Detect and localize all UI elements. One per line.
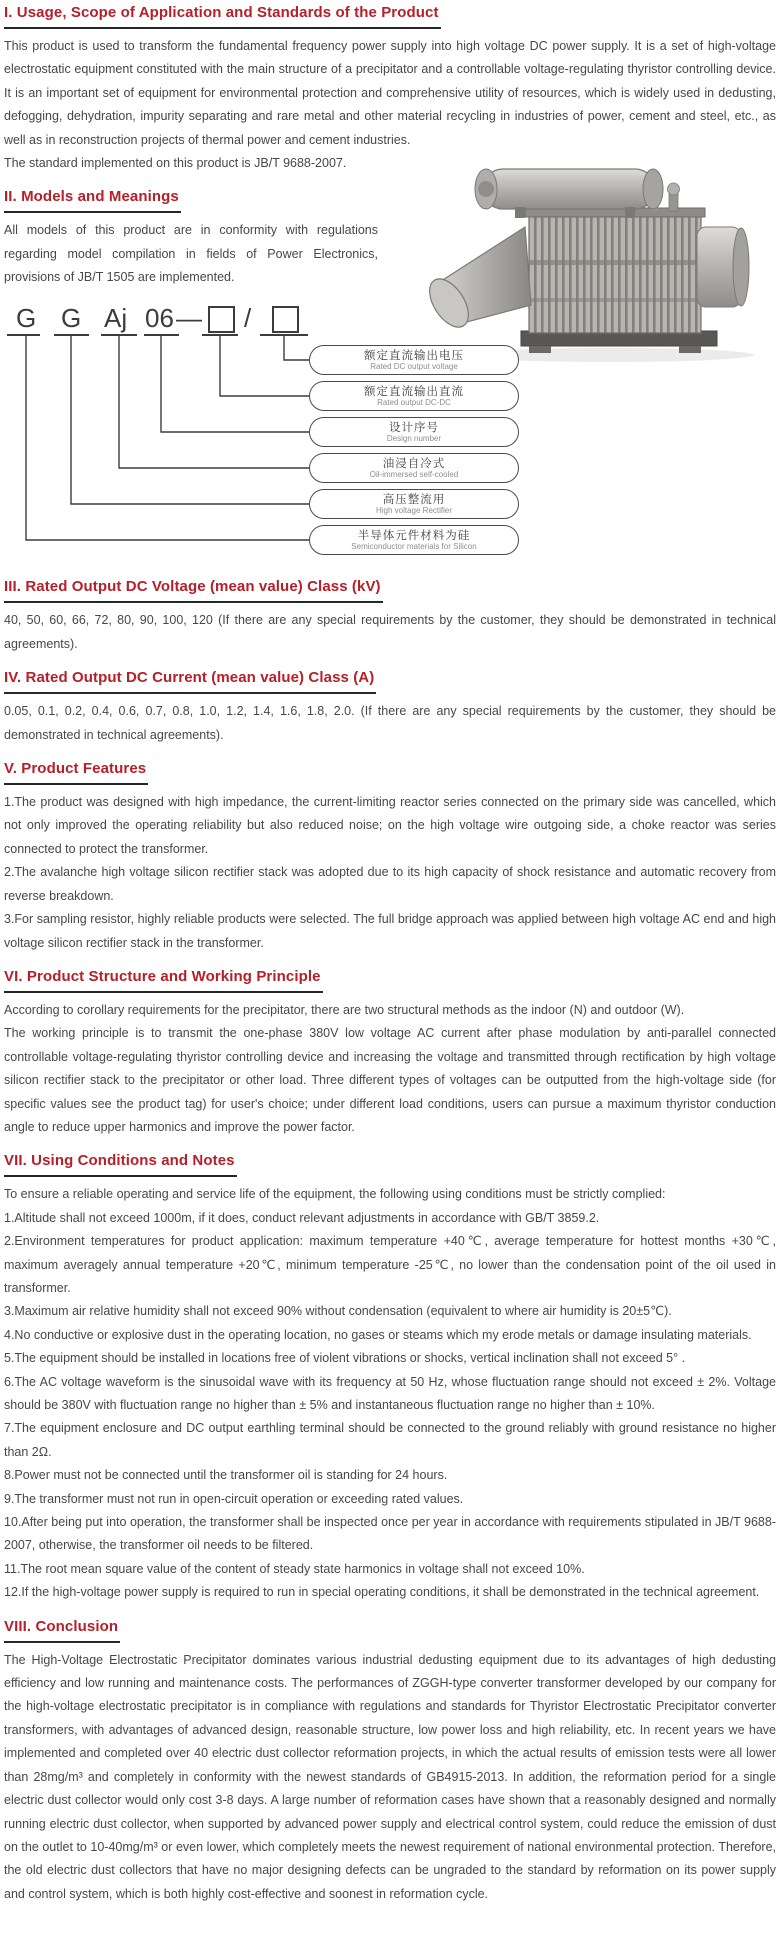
paragraph: 1.The product was designed with high impedance, the current-limiting reactor series connected on the primary side was cancelled, which not only improved the operating reliability but also reduced noise; on the high voltage wire outgoing side, a choke reactor was series connected to protect the transformer. — [4, 795, 776, 856]
paragraph: 4.No conductive or explosive dust in the operating location, no gases or steams which my erode metals or damage insulating materials. — [4, 1327, 752, 1342]
model-code-letter: G — [61, 303, 82, 334]
model-code-blank-box — [272, 306, 299, 333]
label-english: Semiconductor materials for Silicon — [351, 542, 477, 552]
model-label-pill — [309, 489, 519, 519]
paragraph: 6.The AC voltage waveform is the sinusoidal wave with its frequency at 50 Hz, whose fluctuation range should not exceed ± 2%. Voltage should be 380V with fluctuation range no higher than ± 5% and instantaneous fluctuation range no higher than ± 10%. — [4, 1374, 776, 1412]
model-code-dash: — — [176, 303, 202, 334]
paragraph: According to corollary requirements for the precipitator, there are two structural methods as the indoor (N) and outdoor (W). — [4, 1002, 685, 1017]
model-code-slash: / — [244, 303, 252, 334]
paragraph: 7.The equipment enclosure and DC output earthling terminal should be connected to the ground reliably with ground resistance no higher than 2Ω. — [4, 1421, 776, 1459]
section-heading-features: V. Product Features — [4, 760, 148, 785]
model-code-number: 06 — [145, 303, 174, 334]
paragraph: The High-Voltage Electrostatic Precipitator dominates various industrial dedusting equipment due to its advantages of high dedusting efficiency and low running and maintenance costs. The performances of ZGGH-type converter transformer developed by our company for the high-voltage electrostatic precipitator is in compliance with regulations and standards for Thyristor Electrostatic Precipitator converter transformers, with advantages of advanced design, reasonable structure, low power loss and high reliability, etc. In recent years we have implemented and completed over 40 electric dust collector reformation projects, in which the actual results of emission tests were all lower than 28mg/m³ and completely in conformity with the newest standards of GB4915-2013. In addition, the reformation period for a single electric dust collector would only cost 3-8 days. A large number of reformation cases have shown that a reasonably designed and normally running electric dust collector, when supported by advanced power supply and electrical control system, could reduce the emission of dust on the outlet to 10-40mg/m³ or even lower, which completely meets the newest requirement of national environmental protection. Therefore, the old electric dust collectors that have no major designing defects can be ungraded to the standard by reformation on its power supply and control system, which is both highly cost-effective and soonest in reformation cycle. — [4, 1652, 776, 1901]
label-english: Rated DC output voltage — [370, 362, 458, 372]
label-chinese: 半导体元件材料为硅 — [357, 529, 471, 542]
section-heading-current-class: IV. Rated Output DC Current (mean value) Class (A) — [4, 669, 376, 694]
model-label-pill — [309, 525, 519, 555]
paragraph: The working principle is to transmit the one-phase 380V low voltage AC current after phase modulation by anti-parallel connected controllable voltage-regulating thyristor controlling device and increasing the voltage and transmitted through rectification by high voltage silicon rectifier stack to the precipitator or other load. Three different types of voltages can be outputted from the high-voltage side (for specific values see the product tag) for user's choice; under different load conditions, users can pursue a maximum thyristor conduction angle to reduce upper harmonics and improve the power factor. — [4, 1026, 776, 1134]
paragraph: 40, 50, 60, 66, 72, 80, 90, 100, 120 (If there are any special requirements by the customer, they should be demonstrated in technical agreements). — [4, 613, 776, 651]
section-heading-structure-principle: VI. Product Structure and Working Principle — [4, 968, 323, 993]
model-label-pill — [309, 345, 519, 375]
model-label-pill — [309, 417, 519, 447]
label-english: Design number — [386, 434, 442, 444]
paragraph: 11.The root mean square value of the content of steady state harmonics in voltage shall not exceed 10%. — [4, 1561, 585, 1576]
section-usage — [4, 4, 776, 175]
paragraph: 2.The avalanche high voltage silicon rectifier stack was adopted due to its high capacity of shock resistance and automatic recovery from reverse breakdown. — [4, 865, 776, 903]
model-code-letter: Aj — [104, 303, 128, 334]
paragraph: 8.Power must not be connected until the transformer oil is standing for 24 hours. — [4, 1468, 448, 1483]
paragraph: This product is used to transform the fundamental frequency power supply into high voltage DC power supply. It is a set of high-voltage electrostatic equipment constituted with the main structure of a precipitator and a controllable voltage-regulating thyristor controlling device. It is an important set of equipment for environmental protection and comprehensive utility of resources, which is widely used in dedusting, defogging, dehydration, impurity separating and rare metal and other material recycling in industries of power, cement and steel, etc., as well as in reconstruction projects of thermal power and cement industries. — [4, 39, 776, 147]
paragraph: 1.Altitude shall not exceed 1000m, if it does, conduct relevant adjustments in accordance with GB/T 3859.2. — [4, 1210, 600, 1225]
section-voltage-class — [4, 578, 776, 656]
label-chinese: 设计序号 — [389, 421, 439, 434]
section-heading-models: II. Models and Meanings — [4, 188, 181, 213]
paragraph: The standard implemented on this product is JB/T 9688-2007. — [4, 156, 347, 171]
paragraph: To ensure a reliable operating and service life of the equipment, the following using conditions must be strictly complied: — [4, 1187, 666, 1202]
section-heading-using-conditions: VII. Using Conditions and Notes — [4, 1152, 237, 1177]
section-models — [4, 188, 776, 565]
label-chinese: 额定直流输出电压 — [364, 349, 464, 362]
paragraph: 12.If the high-voltage power supply is required to run in special operating conditions, it shall be demonstrated in the technical agreement. — [4, 1585, 760, 1600]
paragraph: 3.Maximum air relative humidity shall not exceed 90% without condensation (equivalent to where air humidity is 20±5℃). — [4, 1304, 672, 1319]
label-chinese: 高压整流用 — [382, 493, 446, 506]
paragraph: 10.After being put into operation, the transformer shall be inspected once per year in accordance with requirements stipulated in JB/T 9688-2007, otherwise, the transformer oil needs to be filtered. — [4, 1515, 776, 1553]
paragraph: 3.For sampling resistor, highly reliable products were selected. The full bridge approach was applied between high voltage AC end and high voltage silicon rectifier stack in the transformer. — [4, 912, 776, 950]
paragraph: All models of this product are in conformity with regulations regarding model compilation in fields of Power Electronics, provisions of JB/T 1505 are implemented. — [4, 223, 378, 285]
section-using-conditions — [4, 1152, 776, 1604]
section-features — [4, 760, 776, 955]
model-label-pill — [309, 381, 519, 411]
model-code-blank-box — [208, 306, 235, 333]
section-heading-conclusion: VIII. Conclusion — [4, 1618, 120, 1643]
paragraph: 2.Environment temperatures for product application: maximum temperature +40℃, average temperature for hottest months +30℃, maximum averagely annual temperature +20℃, minimum temperature -25℃, no lower than the condensation point of the oil used in transformer. — [4, 1234, 776, 1295]
label-english: Oil-immersed self-cooled — [369, 470, 459, 480]
section-heading-usage: I. Usage, Scope of Application and Standards of the Product — [4, 4, 441, 29]
label-chinese: 油浸自冷式 — [382, 457, 446, 470]
model-code-letter: G — [16, 303, 37, 334]
section-conclusion — [4, 1618, 776, 1906]
model-label-pill — [309, 453, 519, 483]
paragraph: 5.The equipment should be installed in locations free of violent vibrations or shocks, vertical inclination shall not exceed 5° . — [4, 1351, 686, 1366]
paragraph: 0.05, 0.1, 0.2, 0.4, 0.6, 0.7, 0.8, 1.0, 1.2, 1.4, 1.6, 1.8, 2.0. (If there are any special requirements by the customer, they should be demonstrated in technical agreements). — [4, 704, 776, 742]
model-designation-diagram — [4, 303, 534, 561]
section-current-class — [4, 669, 776, 747]
label-english: Rated output DC-DC — [377, 398, 451, 408]
models-and-meanings-figure — [4, 219, 776, 565]
section-structure-principle — [4, 968, 776, 1139]
section-heading-voltage-class: III. Rated Output DC Voltage (mean value) Class (kV) — [4, 578, 383, 603]
label-english: High voltage Rectifier — [375, 506, 453, 516]
label-chinese: 额定直流输出直流 — [364, 385, 464, 398]
paragraph: 9.The transformer must not run in open-circuit operation or exceeding rated values. — [4, 1491, 464, 1506]
